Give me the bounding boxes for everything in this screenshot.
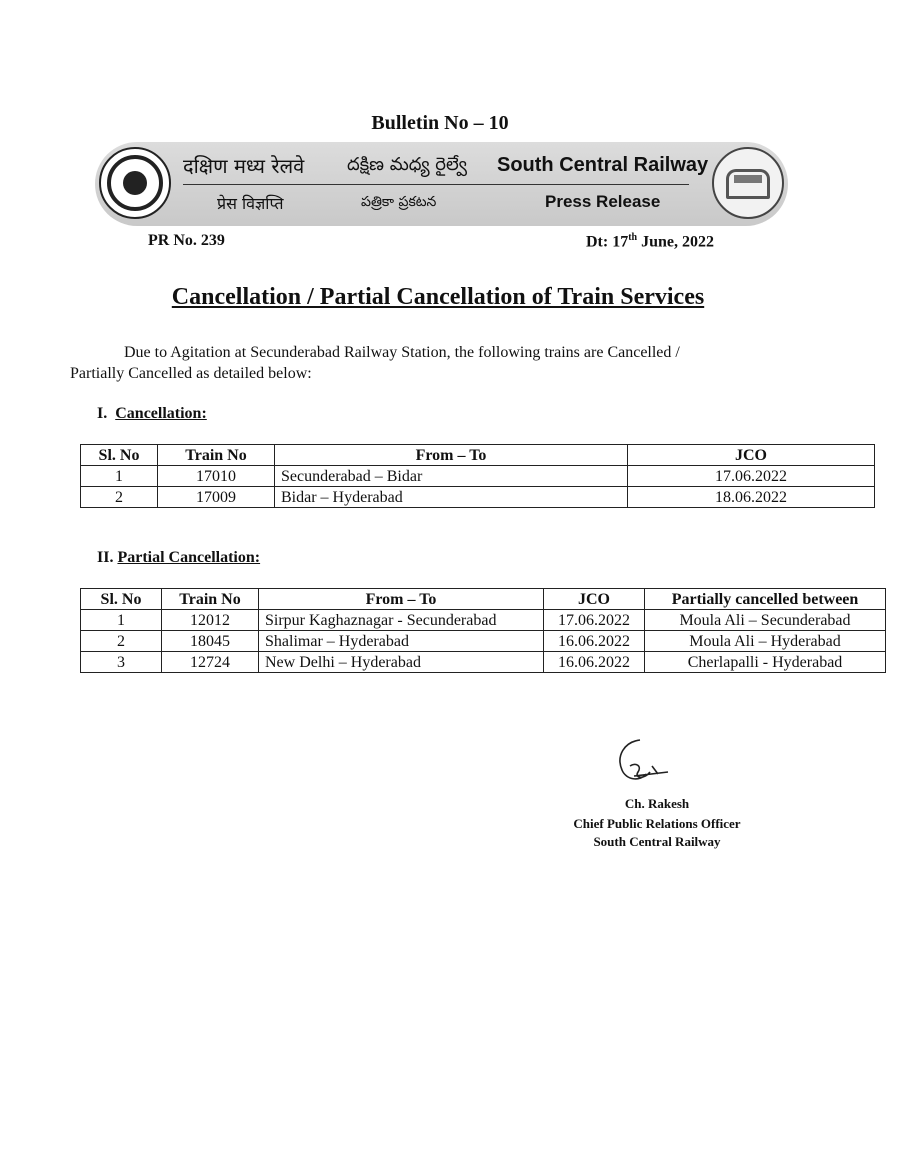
cell: Secunderabad – Bidar: [275, 466, 628, 487]
table-row: [81, 652, 886, 673]
cell: 2: [81, 487, 158, 508]
cell: 16.06.2022: [544, 652, 645, 673]
indian-railways-emblem-icon: [99, 147, 171, 219]
signatory-name: Ch. Rakesh: [624, 796, 690, 811]
column-header: Sl. No: [81, 589, 162, 610]
partial-cancellation-heading: II. Partial Cancellation:: [97, 549, 261, 566]
signature-icon: [610, 736, 674, 788]
hindi-railway-name: दक्षिण मध्य रेलवे: [183, 154, 305, 178]
cell: 18045: [162, 631, 259, 652]
cell: 17009: [158, 487, 275, 508]
column-header: Train No: [158, 445, 275, 466]
cell: 16.06.2022: [544, 631, 645, 652]
cell: 3: [81, 652, 162, 673]
cancellation-table: [80, 444, 875, 508]
cell: 17.06.2022: [544, 610, 645, 631]
signatory-organization: South Central Railway: [593, 834, 721, 849]
bulletin-number: Bulletin No – 10: [371, 112, 509, 134]
page-title: Cancellation / Partial Cancellation of Train Services: [171, 284, 705, 310]
intro-line-1: Due to Agitation at Secunderabad Railway Station, the following trains are Cancelled /: [124, 344, 680, 361]
cell: Shalimar – Hyderabad: [259, 631, 544, 652]
cell: 1: [81, 610, 162, 631]
cancellation-heading: I. Cancellation:: [97, 405, 207, 422]
cell: 2: [81, 631, 162, 652]
table-row: [81, 631, 886, 652]
cell: 17010: [158, 466, 275, 487]
column-header: Partially cancelled between: [645, 589, 886, 610]
cell: Sirpur Kaghaznagar - Secunderabad: [259, 610, 544, 631]
cell: 1: [81, 466, 158, 487]
cell: Moula Ali – Secunderabad: [645, 610, 886, 631]
release-date: Dt: 17th June, 2022: [586, 232, 715, 251]
column-header: From – To: [275, 445, 628, 466]
intro-line-2: Partially Cancelled as detailed below:: [70, 365, 312, 382]
pr-number: PR No. 239: [148, 232, 225, 249]
signatory-role: Chief Public Relations Officer: [573, 816, 741, 831]
column-header: Train No: [162, 589, 259, 610]
table-row: [81, 610, 886, 631]
telugu-railway-name: దక్షిణ మధ్య రైల్వే: [347, 154, 467, 175]
cell: New Delhi – Hyderabad: [259, 652, 544, 673]
cell: 12012: [162, 610, 259, 631]
telugu-press-release: పత్రికా ప్రకటన: [361, 194, 437, 210]
cell: 12724: [162, 652, 259, 673]
table-header-row: [81, 589, 886, 610]
cell: 18.06.2022: [628, 487, 875, 508]
english-press-release: Press Release: [545, 192, 661, 211]
column-header: Sl. No: [81, 445, 158, 466]
english-railway-name: South Central Railway: [497, 154, 709, 176]
partial-cancellation-table: [80, 588, 886, 673]
table-row: [81, 466, 875, 487]
cell: 17.06.2022: [628, 466, 875, 487]
column-header: JCO: [544, 589, 645, 610]
table-row: [81, 487, 875, 508]
cell: Moula Ali – Hyderabad: [645, 631, 886, 652]
hindi-press-release: प्रेस विज्ञप्ति: [217, 194, 284, 213]
train-logo-icon: [712, 147, 784, 219]
column-header: From – To: [259, 589, 544, 610]
cell: Cherlapalli - Hyderabad: [645, 652, 886, 673]
column-header: JCO: [628, 445, 875, 466]
cell: Bidar – Hyderabad: [275, 487, 628, 508]
letterhead-banner: [95, 142, 788, 226]
table-header-row: [81, 445, 875, 466]
